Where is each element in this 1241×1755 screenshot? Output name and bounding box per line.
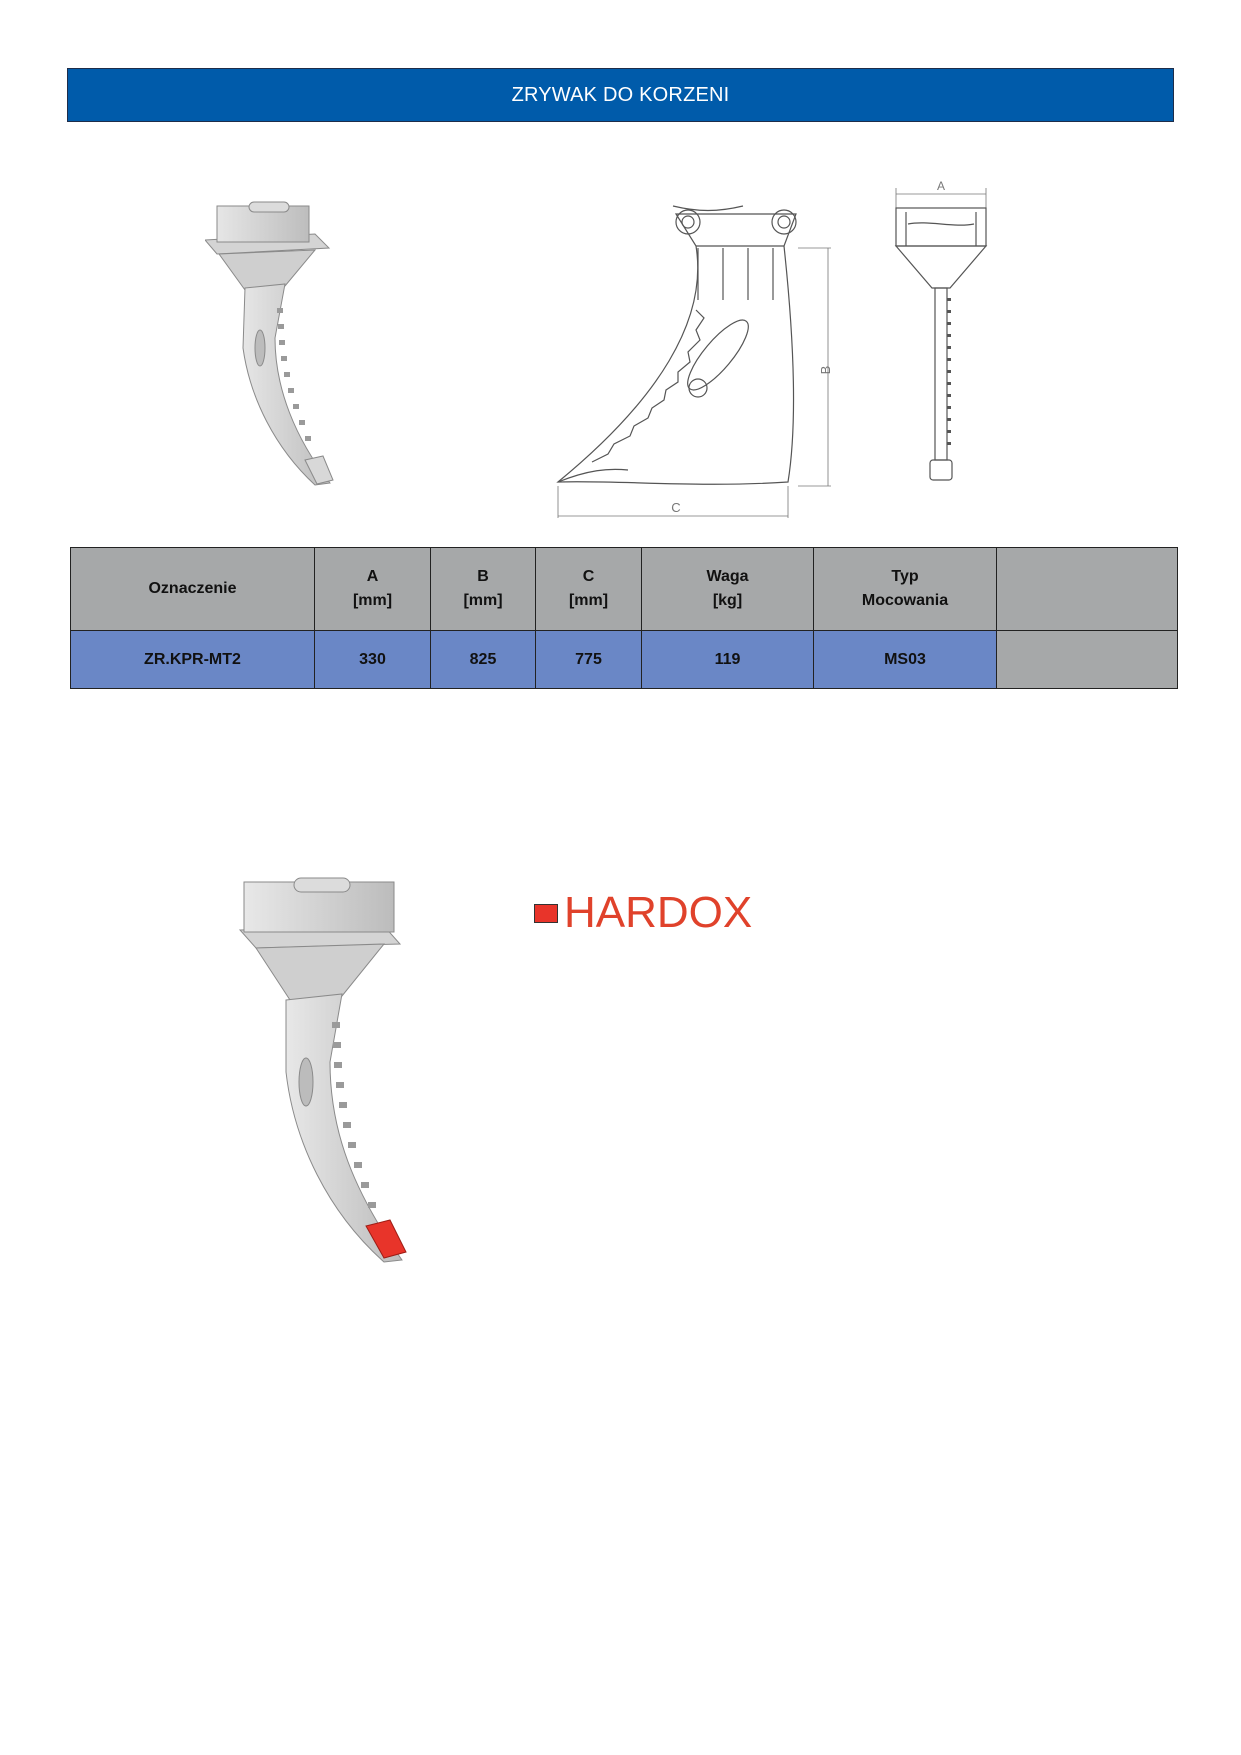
table-row — [71, 631, 1178, 689]
spec-table-header-row — [71, 548, 1178, 631]
header-oznaczenie: Oznaczenie — [71, 548, 315, 631]
cell-empty — [997, 631, 1178, 689]
dimension-a-label: A — [936, 179, 946, 193]
header-c: C [mm] — [536, 548, 642, 631]
spec-table — [70, 547, 1178, 689]
ripper-isometric-hardox-image — [234, 872, 464, 1272]
header-typ-mocowania: Typ Mocowania — [814, 548, 997, 631]
ripper-side-drawing — [548, 200, 843, 525]
header-b: B [mm] — [431, 548, 536, 631]
cell-c: 775 — [536, 631, 642, 689]
page-title-bar — [67, 68, 1174, 122]
cell-b: 825 — [431, 631, 536, 689]
dimension-b-label: B — [818, 365, 833, 375]
cell-typ: MS03 — [814, 631, 997, 689]
ripper-isometric-image — [205, 198, 375, 493]
dimension-c-label: C — [671, 500, 681, 515]
header-empty — [997, 548, 1178, 631]
cell-oznaczenie: ZR.KPR-MT2 — [71, 631, 315, 689]
hardox-color-swatch — [534, 904, 558, 923]
header-waga: Waga [kg] — [642, 548, 814, 631]
cell-waga: 119 — [642, 631, 814, 689]
page-title: ZRYWAK DO KORZENI — [511, 83, 730, 106]
cell-a: 330 — [315, 631, 431, 689]
header-a: A [mm] — [315, 548, 431, 631]
hardox-legend — [534, 888, 752, 938]
hardox-legend-label: HARDOX — [564, 888, 753, 937]
ripper-front-drawing — [888, 178, 996, 498]
